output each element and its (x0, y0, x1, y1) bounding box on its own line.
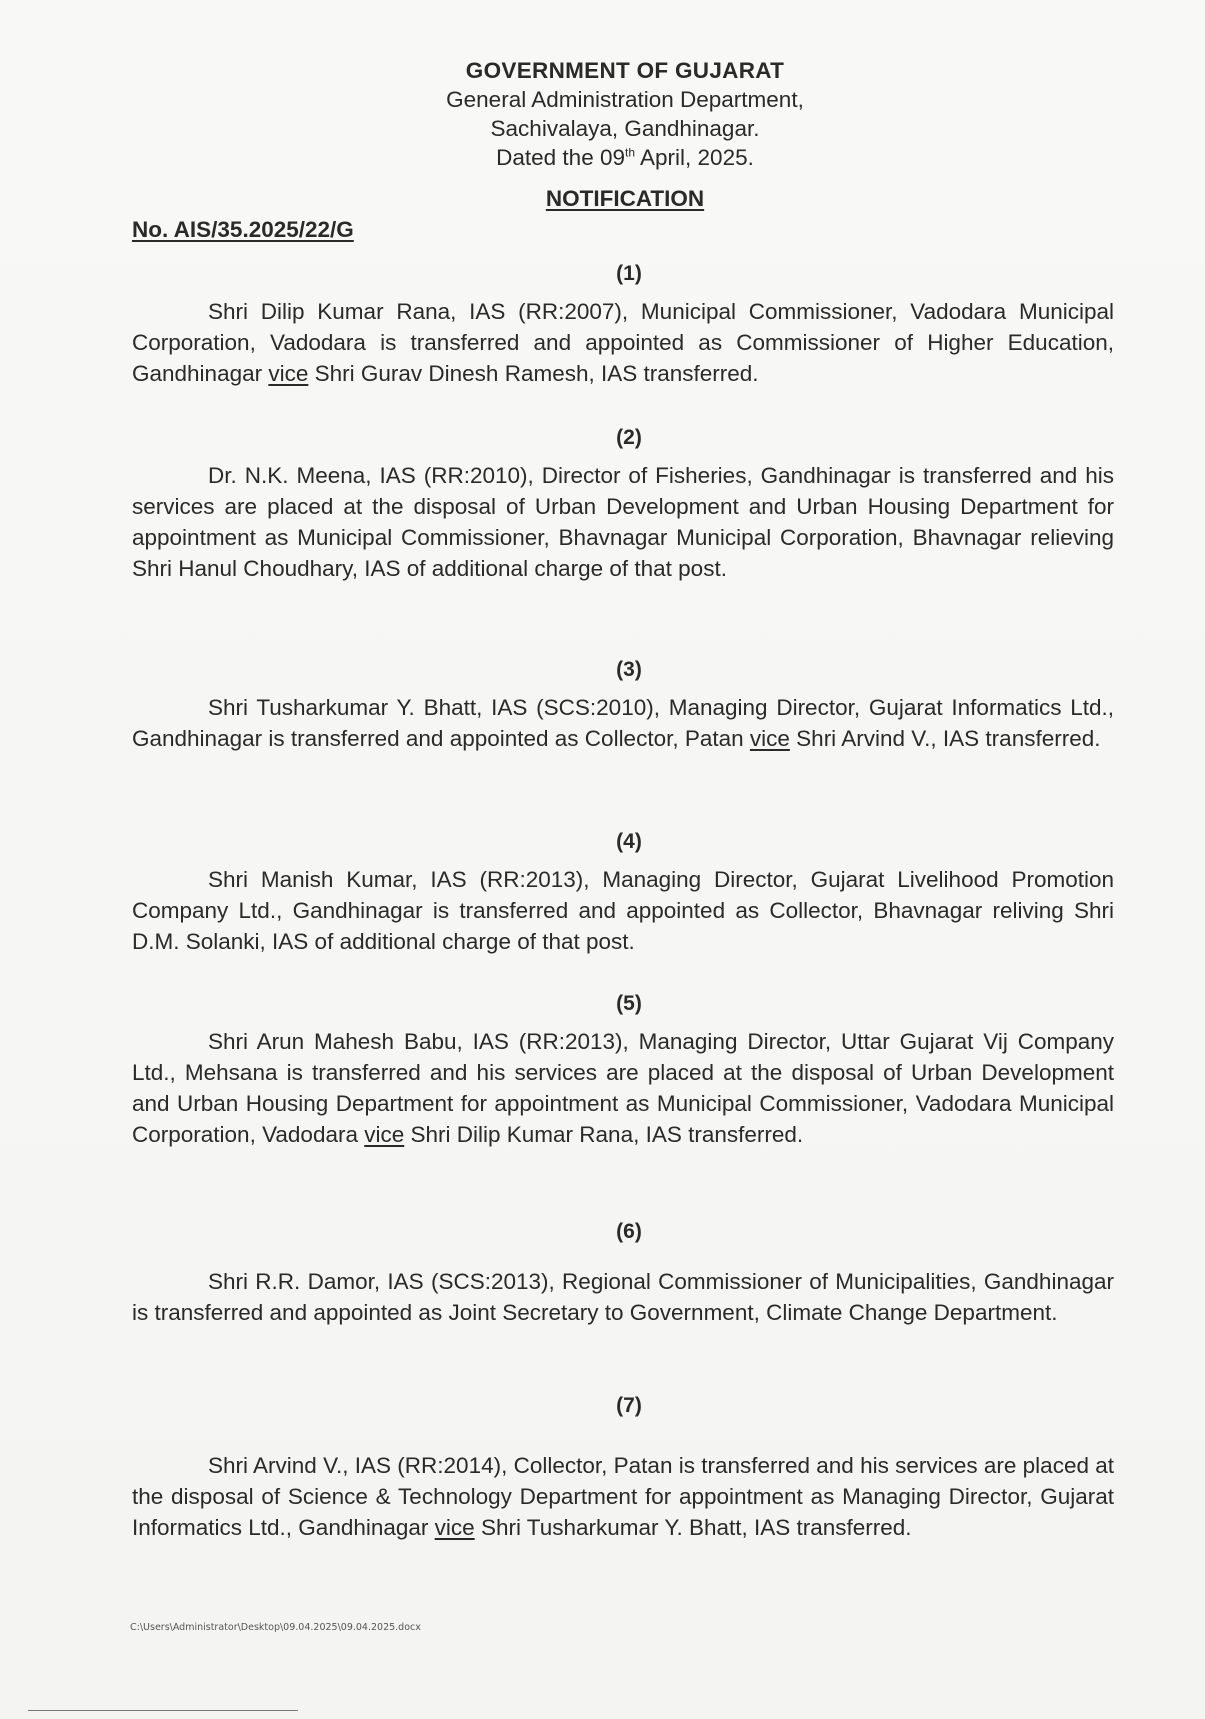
letterhead (0, 56, 1205, 172)
vice-term: vice (268, 361, 309, 386)
notification-heading (0, 186, 1205, 212)
section-number: (6) (616, 1220, 642, 1243)
order-section-4 (132, 830, 1114, 957)
section-text (132, 1450, 1114, 1543)
text-part: Shri Manish Kumar, IAS (RR:2013), Managing Director, Gujarat Livelihood Promotion Company Ltd., Gandhinagar is transferred and appointed as Collector, Bhavnagar reliving Shri D.M. Solanki, IAS of additional charge of that post. (132, 867, 1114, 954)
document-date (0, 143, 1205, 172)
vice-term: vice (364, 1122, 405, 1147)
section-number: (7) (616, 1394, 642, 1417)
order-section-3 (132, 658, 1114, 754)
order-section-6 (132, 1220, 1114, 1328)
section-number: (2) (616, 426, 642, 449)
text-part: Shri Tusharkumar Y. Bhatt, IAS transferred. (474, 1515, 912, 1540)
office-location: Sachivalaya, Gandhinagar. (490, 116, 760, 141)
reference-number: No. AIS/35.2025/22/G (132, 217, 354, 242)
section-text (132, 864, 1114, 957)
vice-term: vice (749, 726, 790, 751)
text-part: Shri Tusharkumar Y. Bhatt, IAS (SCS:2010), Managing Director, Gujarat Informatics Ltd., Gandhinagar is transferred and appointed as Collector, Patan (132, 695, 1114, 751)
notification-title: NOTIFICATION (545, 186, 705, 211)
order-section-5 (132, 992, 1114, 1150)
section-text (132, 460, 1114, 584)
section-text (132, 296, 1114, 389)
text-part: Shri Arvind V., IAS (RR:2014), Collector, Patan is transferred and his services are placed at the disposal of Science & Technology Department for appointment as Managing Director, Gujarat Informatics Ltd., Gandhinagar (132, 1453, 1114, 1540)
date-prefix: Dated the 09 (496, 145, 625, 170)
text-part: Shri Arvind V., IAS transferred. (789, 726, 1101, 751)
section-number: (4) (616, 830, 642, 853)
order-section-2 (132, 426, 1114, 584)
section-text (132, 1026, 1114, 1150)
order-section-7 (132, 1394, 1114, 1543)
page-divider (28, 1710, 298, 1711)
text-part: Shri Dilip Kumar Rana, IAS (RR:2007), Municipal Commissioner, Vadodara Municipal Corporation, Vadodara is transferred and appointed as Commissioner of Higher Education, Gandhinagar (132, 299, 1114, 386)
section-number: (3) (616, 658, 642, 681)
order-section-1 (132, 262, 1114, 389)
section-text (132, 1266, 1114, 1328)
vice-term: vice (434, 1515, 475, 1540)
section-number: (5) (616, 992, 642, 1015)
file-path-footer: C:\Users\Administrator\Desktop\09.04.2025\09.04.2025.docx (130, 1622, 421, 1633)
text-part: Dr. N.K. Meena, IAS (RR:2010), Director of Fisheries, Gandhinagar is transferred and his services are placed at the disposal of Urban Development and Urban Housing Department for appointment as Municipal Commissioner, Bhavnagar Municipal Corporation, Bhavnagar relieving Shri Hanul Choudhary, IAS of additional charge of that post. (132, 463, 1114, 581)
section-number: (1) (616, 262, 642, 285)
date-suffix: April, 2025. (635, 145, 754, 170)
text-part: Shri Gurav Dinesh Ramesh, IAS transferred. (308, 361, 759, 386)
department-name: General Administration Department, (446, 87, 804, 112)
section-text (132, 692, 1114, 754)
text-part: Shri Dilip Kumar Rana, IAS transferred. (404, 1122, 804, 1147)
date-ordinal: th (625, 145, 636, 160)
government-name: GOVERNMENT OF GUJARAT (465, 58, 785, 83)
text-part: Shri Arun Mahesh Babu, IAS (RR:2013), Managing Director, Uttar Gujarat Vij Company Ltd., Mehsana is transferred and his services are placed at the disposal of Urban Development and Urban Housing Department for appointment as Municipal Commissioner, Vadodara Municipal Corporation, Vadodara (132, 1029, 1114, 1147)
text-part: Shri R.R. Damor, IAS (SCS:2013), Regional Commissioner of Municipalities, Gandhinagar is transferred and appointed as Joint Secretary to Government, Climate Change Department. (132, 1269, 1114, 1325)
